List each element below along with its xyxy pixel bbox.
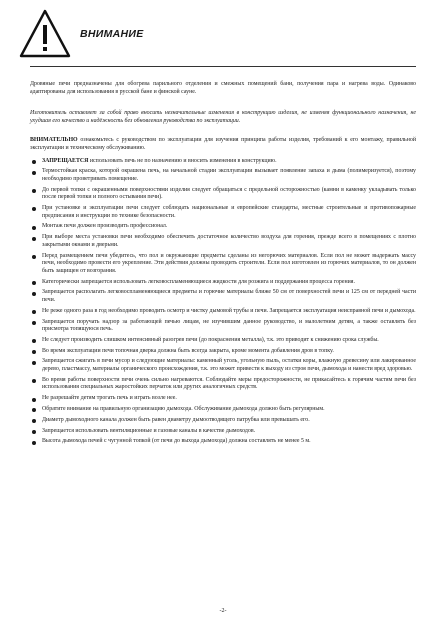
list-item-text: Монтаж печи должен производить профессионал. [42, 223, 168, 230]
bullet-icon [32, 171, 36, 175]
list-item-text: Не разрешайте детям трогать печь и играть возле нее. [42, 395, 177, 402]
bullet-icon [32, 350, 36, 354]
list-item [30, 337, 416, 345]
list-item-text: При установке и эксплуатации печи следует соблюдать национальные и европейские стандарты, местные строительные и противопожарные предписания и инструкции по технике безопасности. [42, 205, 416, 219]
list-item-text: До первой топки с окрашенными поверхностями изделия следует обращаться с предельной осторожностью (камни в каменку укладывать только после первой топки и полного остывания печи). [42, 186, 416, 201]
manufacturer-note: Изготовитель оставляет за собой право вносить незначительные изменения в конструкцию изделия, не изменяя функционального назначения, не ухудшая его качество и надёжность без обновления руководства по эксплуатации. [30, 110, 416, 124]
list-item [30, 428, 416, 436]
intro-paragraph: Дровяные печи предназначены для обогрева парильного отделения и смежных помещений бани, получения пара и нагрева воды. Одинаково адаптированы для использования в русской бане и финской сауне. [30, 81, 416, 95]
list-item [30, 279, 416, 287]
bullet-icon [32, 419, 36, 423]
bullet-icon [32, 361, 36, 365]
attention-lead: ВНИМАТЕЛЬНО [30, 137, 78, 144]
warning-header [18, 6, 416, 62]
attention-paragraph [30, 137, 416, 152]
list-item [30, 234, 416, 249]
list-item [30, 187, 416, 202]
list-item-text: Обратите внимание на правильную организацию дымохода. Обслуживание дымохода должно быть регулярным. [42, 406, 325, 412]
page-title: ВНИМАНИЕ [80, 28, 144, 40]
bullet-icon [32, 207, 36, 211]
list-item-text: Во время эксплуатации печи топочная дверка должна быть всегда закрыта, кроме момента добавления дров в топку. [42, 347, 334, 354]
bullet-icon [32, 441, 36, 445]
list-item-text: Во время работы поверхности печи очень сильно нагреваются. Соблюдайте меры предосторожности, не прикасайтесь к горячим частям печи без использования специальных жаростойких перчаток или других аналогичных средств. [42, 376, 416, 391]
list-item-text: Запрещается располагать легковоспламеняющиеся предметы и горючие материалы ближе 50 см от поверхностей печи и 125 см от передней части печи. [42, 289, 416, 303]
list-item [30, 158, 416, 166]
list-item-text: Запрещается использовать вентиляционные и газовые каналы в качестве дымоходов. [42, 427, 256, 434]
attention-text: ознакомьтесь с руководством по эксплуатации для изучения принципа работы изделия, требований к его монтажу, правильной эксплуатации и техническому обслуживанию. [30, 137, 416, 151]
list-item-text: Диаметр дымоходного канала должен быть равен диаметру дымоотводящего патрубка или превышать его. [42, 416, 310, 423]
page-number: -2- [219, 608, 227, 614]
list-item [30, 406, 416, 414]
bullet-icon [32, 255, 36, 259]
list-item-text: Термостойкая краска, которой окрашена печь, на начальной стадии эксплуатации вызывает появление запаха и дыма (полимеризуется), поэтому необходимо проветривать помещение. [42, 168, 416, 182]
list-item-text: Высота дымохода печей с чугунной топкой (от печи до выхода дымохода) должна составлять не менее 5 м. [42, 438, 311, 445]
list-item-text: При выборе места установки печи необходимо обеспечить достаточное количество воздуха для горения, прежде всего в помещениях с плотно закрытыми окнами и дверьми. [42, 234, 416, 248]
list-item-lead: ЗАПРЕЩАЕТСЯ [42, 157, 89, 164]
bullet-icon [32, 292, 36, 296]
bullet-icon [32, 398, 36, 402]
bullet-icon [32, 160, 36, 164]
list-item [30, 308, 416, 316]
list-item-text: Запрещается сжигать в печи мусор и следующие материалы: каменный уголь, угольную пыль, остатки коры, влажную древесину или лакированное дерево, пластмассу, материалы органического происхождения, т.к. это может привести к выходу из строя печи, дымохода и нанести вред здоровью. [42, 358, 416, 373]
bullet-icon [32, 226, 36, 230]
bullet-icon [32, 408, 36, 412]
list-item-text: Перед размещением печи убедитесь, что пол и окружающие предметы сделаны из негорючих материалов. Если пол не может выдержать массу печи, необходимо провести его укрепление. Эти действия должны проводить строители. Если пол изготовлен из горючих материалов, то он должен быть защищен от возгорания. [42, 252, 416, 274]
bullet-icon [32, 321, 36, 325]
list-item-text: Категорически запрещается использовать легковоспламеняющиеся жидкости для розжига и поддержания процесса горения. [42, 278, 355, 285]
list-item [30, 253, 416, 276]
bullet-icon [32, 237, 36, 241]
list-item-text: Запрещается поручать надзор за работающей печью лицам, не изучившим данное руководство, и малолетним детям, а также оставлять без присмотра топящуюся печь. [42, 318, 416, 333]
list-item [30, 377, 416, 392]
header-divider [30, 66, 416, 67]
bullet-icon [32, 281, 36, 285]
list-item [30, 319, 416, 334]
list-item-text: использовать печь не по назначению и вносить изменения в конструкцию. [88, 157, 277, 164]
bullet-icon [32, 339, 36, 343]
bullet-icon [32, 379, 36, 383]
list-item-text: Не следует производить слишком интенсивный разогрев печи (до покраснения металла), т.к. это приводит к снижению срока службы. [42, 336, 379, 343]
list-item [30, 395, 416, 403]
safety-rules-list [30, 158, 416, 446]
list-item [30, 168, 416, 183]
warning-triangle-icon [18, 7, 72, 61]
bullet-icon [32, 430, 36, 434]
list-item [30, 417, 416, 425]
list-item [30, 205, 416, 220]
list-item [30, 289, 416, 304]
list-item [30, 438, 416, 446]
list-item [30, 223, 416, 231]
list-item-text: Не реже одного раза в год необходимо проводить осмотр и чистку дымовой трубы и печи. Запрещается эксплуатация неисправной печи и дымохода. [42, 307, 416, 314]
list-item [30, 348, 416, 356]
bullet-icon [32, 189, 36, 193]
bullet-icon [32, 310, 36, 314]
list-item [30, 358, 416, 373]
